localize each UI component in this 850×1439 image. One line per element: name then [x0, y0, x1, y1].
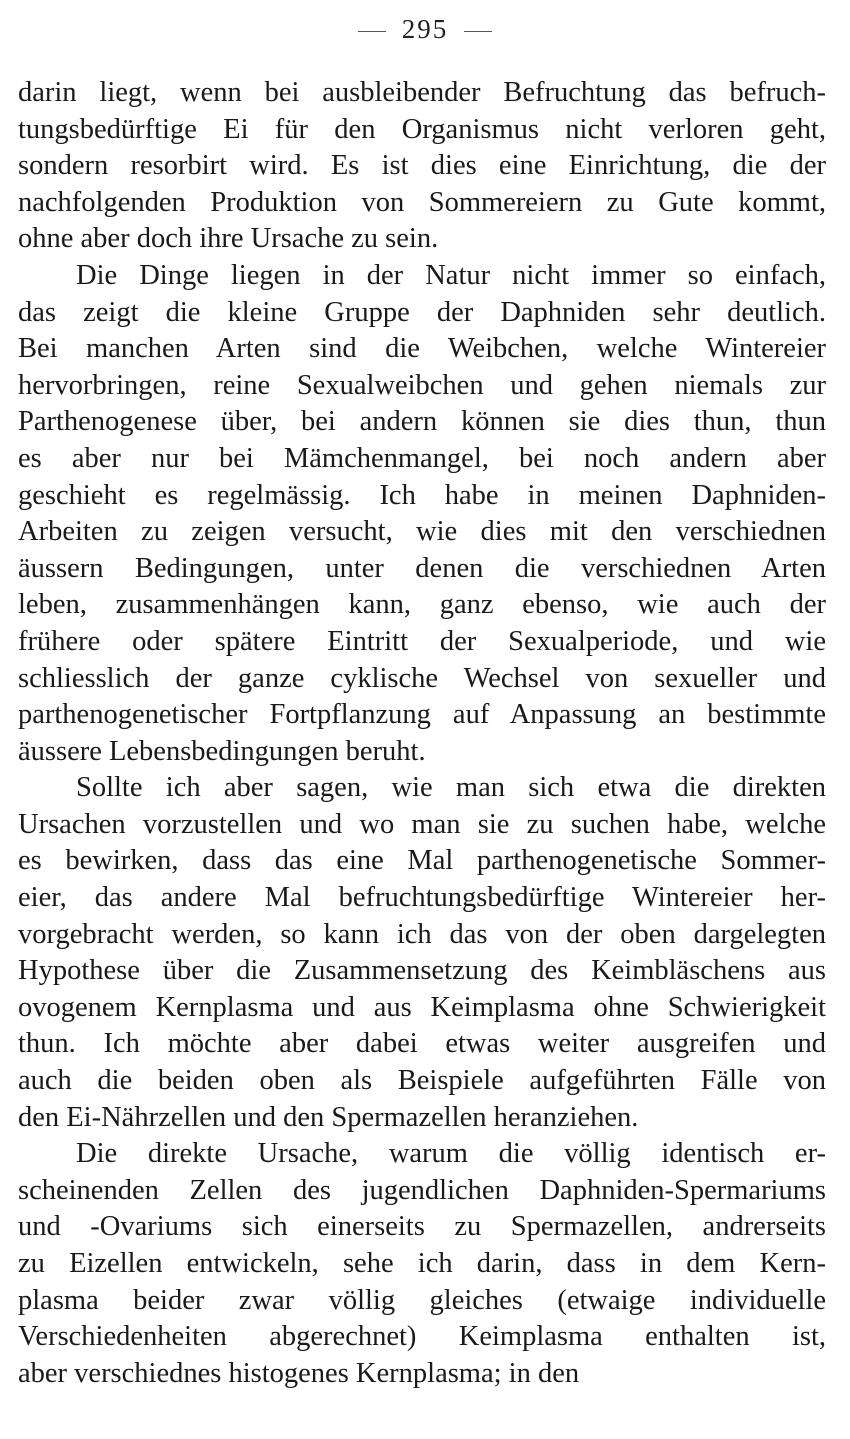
- text-line: ovogenem Kernplasma und aus Keimplasma ohne Schwierigkeit: [18, 991, 826, 1023]
- paragraph: [18, 75, 826, 258]
- text-line: Bei manchen Arten sind die Weibchen, welche Wintereier: [18, 333, 826, 365]
- page-number: 295: [401, 14, 449, 44]
- text-line: scheinenden Zellen des jugendlichen Daphniden-Spermariums: [18, 1174, 826, 1206]
- text-line: das zeigt die kleine Gruppe der Daphniden sehr deutlich.: [18, 296, 826, 328]
- text-line: Sollte ich aber sagen, wie man sich etwa die direkten: [76, 772, 826, 804]
- text-line: leben, zusammenhängen kann, ganz ebenso, wie auch der: [18, 589, 826, 621]
- text-line: und -Ovariums sich einerseits zu Spermazellen, andrerseits: [18, 1211, 826, 1243]
- paragraph: [18, 1136, 826, 1392]
- text-line: thun. Ich möchte aber dabei etwas weiter ausgreifen und: [18, 1028, 826, 1060]
- paragraph: [18, 770, 826, 1136]
- text-line: schliesslich der ganze cyklische Wechsel von sexueller und: [18, 662, 826, 694]
- text-line: äussern Bedingungen, unter denen die verschiednen Arten: [18, 552, 826, 584]
- text-line: vorgebracht werden, so kann ich das von der oben dargelegten: [18, 918, 826, 950]
- text-line: eier, das andere Mal befruchtungsbedürftige Wintereier her-: [18, 882, 826, 914]
- text-line: äussere Lebensbedingungen beruht.: [18, 735, 426, 767]
- text-line: plasma beider zwar völlig gleiches (etwaige individuelle: [18, 1284, 826, 1316]
- text-line: frühere oder spätere Eintritt der Sexualperiode, und wie: [18, 625, 826, 657]
- text-line: es aber nur bei Mämchenmangel, bei noch andern aber: [18, 442, 826, 474]
- text-line: Ursachen vorzustellen und wo man sie zu suchen habe, welche: [18, 808, 826, 840]
- text-line: geschieht es regelmässig. Ich habe in meinen Daphniden-: [18, 479, 826, 511]
- text-line: Die direkte Ursache, warum die völlig identisch er-: [76, 1138, 826, 1170]
- header-dash-left: [358, 31, 386, 32]
- text-line: nachfolgenden Produktion von Sommereiern zu Gute kommt,: [18, 186, 826, 218]
- text-line: Die Dinge liegen in der Natur nicht immer so einfach,: [76, 259, 826, 291]
- text-line: Arbeiten zu zeigen versucht, wie dies mit den verschiednen: [18, 516, 826, 548]
- page-header: [0, 14, 850, 45]
- text-line: auch die beiden oben als Beispiele aufgeführten Fälle von: [18, 1065, 826, 1097]
- header-dash-right: [464, 31, 492, 32]
- text-line: parthenogenetischer Fortpflanzung auf Anpassung an bestimmte: [18, 699, 826, 731]
- text-line: darin liegt, wenn bei ausbleibender Befruchtung das befruch-: [18, 77, 826, 108]
- text-line: Hypothese über die Zusammensetzung des Keimbläschens aus: [18, 955, 826, 987]
- text-line: tungsbedürftige Ei für den Organismus nicht verloren geht,: [18, 113, 826, 145]
- text-line: hervorbringen, reine Sexualweibchen und gehen niemals zur: [18, 369, 826, 401]
- body-text: [18, 75, 826, 1392]
- text-line: Parthenogenese über, bei andern können sie dies thun, thun: [18, 406, 826, 438]
- text-line: Verschiedenheiten abgerechnet) Keimplasma enthalten ist,: [18, 1321, 826, 1353]
- text-line: den Ei-Nährzellen und den Spermazellen heranziehen.: [18, 1101, 639, 1133]
- text-line: aber verschiednes histogenes Kernplasma; in den: [18, 1357, 580, 1389]
- text-line: ohne aber doch ihre Ursache zu sein.: [18, 223, 439, 255]
- text-line: es bewirken, dass das eine Mal parthenogenetische Sommer-: [18, 845, 826, 877]
- text-line: sondern resorbirt wird. Es ist dies eine Einrichtung, die der: [18, 150, 826, 182]
- paragraph: [18, 258, 826, 770]
- text-line: zu Eizellen entwickeln, sehe ich darin, dass in dem Kern-: [18, 1248, 826, 1279]
